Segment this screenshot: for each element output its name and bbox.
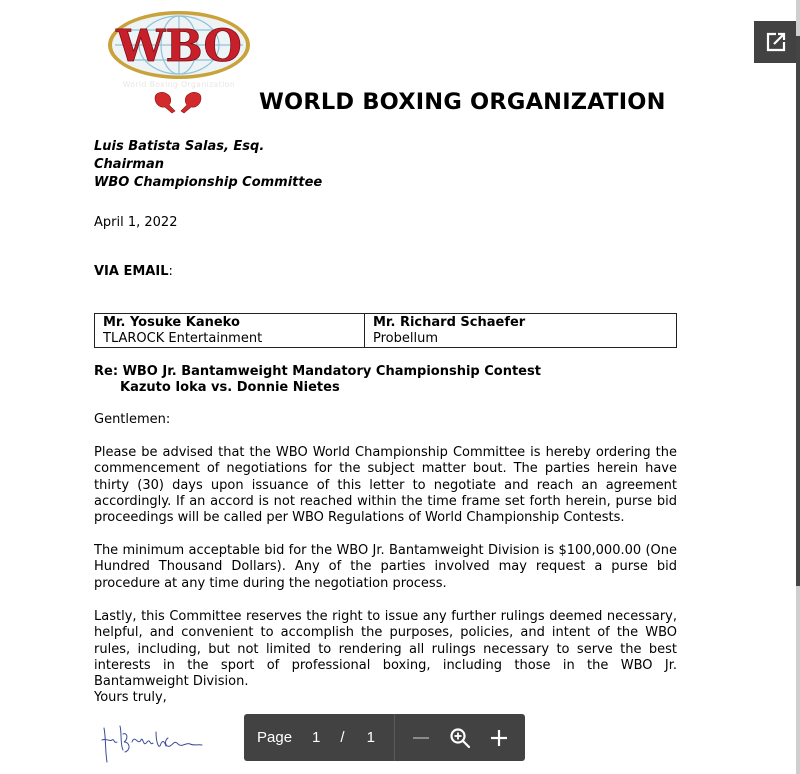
zoom-out-button[interactable] [408, 725, 434, 751]
recipients-row [95, 314, 677, 348]
letter-date: April 1, 2022 [94, 215, 178, 230]
body-paragraph: The minimum acceptable bid for the WBO Jr. Bantamweight Division is $100,000.00 (One Hundred Thousand Dollars). Any of the parties involved may request a purse bid procedure at any time during the negotiation process. [94, 543, 677, 591]
body-paragraph: Please be advised that the WBO World Championship Committee is hereby ordering the commencement of negotiations for the subject matter bout. The parties herein have thirty (30) days upon issuance of this letter to negotiate and reach an agreement accordingly. If an accord is not reached within the time frame set forth herein, purse bid proceedings will be called per WBO Regulations of World Championship Contests. [94, 445, 677, 526]
recipient-cell [365, 314, 677, 348]
logo-wbo-text: WBO [116, 21, 242, 72]
page-indicator [244, 714, 394, 761]
zoom-controls [395, 725, 525, 751]
recipient-name: Mr. Yosuke Kaneko [103, 315, 240, 330]
recipient-company: Probellum [373, 331, 438, 346]
sender-committee: WBO Championship Committee [94, 175, 323, 190]
recipients-table [94, 313, 677, 348]
sender-title: Chairman [94, 157, 165, 172]
organization-title: WORLD BOXING ORGANIZATION [259, 89, 666, 115]
delivery-method [94, 264, 173, 279]
page-separator: / [340, 729, 345, 746]
recipient-cell [95, 314, 365, 348]
plus-icon [490, 729, 508, 747]
sender-block [94, 138, 322, 192]
subject-prefix: Re: [94, 364, 119, 379]
recipient-company: TLAROCK Entertainment [103, 331, 263, 346]
recipient-name: Mr. Richard Schaefer [373, 315, 526, 330]
sender-name: Luis Batista Salas, Esq. [94, 139, 265, 154]
magnifier-plus-icon [449, 727, 471, 749]
open-in-new-icon [765, 31, 787, 53]
page-toolbar [244, 714, 525, 761]
wbo-logo [105, 8, 253, 116]
salutation: Gentlemen: [94, 412, 171, 427]
closing: Yours truly, [94, 690, 167, 705]
signature [98, 720, 208, 765]
subject-line [94, 364, 541, 396]
page-label: Page [257, 729, 293, 746]
delivery-label: VIA EMAIL [94, 264, 169, 279]
fit-zoom-button[interactable] [447, 725, 473, 751]
current-page-input[interactable]: 1 [312, 729, 321, 746]
scrollbar-thumb[interactable] [796, 36, 800, 586]
minus-icon [412, 729, 430, 747]
total-pages: 1 [366, 729, 375, 746]
body-paragraph: Lastly, this Committee reserves the right to issue any further rulings deemed necessary, helpful, and convenient to accomplish the purposes, policies, and intent of the WBO rules, including, but not limited to rendering all rulings necessary to serve the best interests in the sport of professional boxing, including those in the WBO Jr. Bantamweight Division. [94, 609, 677, 690]
subject-line2: Kazuto Ioka vs. Donnie Nietes [120, 380, 340, 395]
subject-line1: WBO Jr. Bantamweight Mandatory Championship Contest [122, 364, 541, 379]
svg-text:World Boxing Organization: World Boxing Organization [122, 80, 236, 89]
delivery-colon: : [168, 264, 173, 279]
zoom-in-button[interactable] [486, 725, 512, 751]
open-external-button[interactable] [754, 21, 797, 63]
